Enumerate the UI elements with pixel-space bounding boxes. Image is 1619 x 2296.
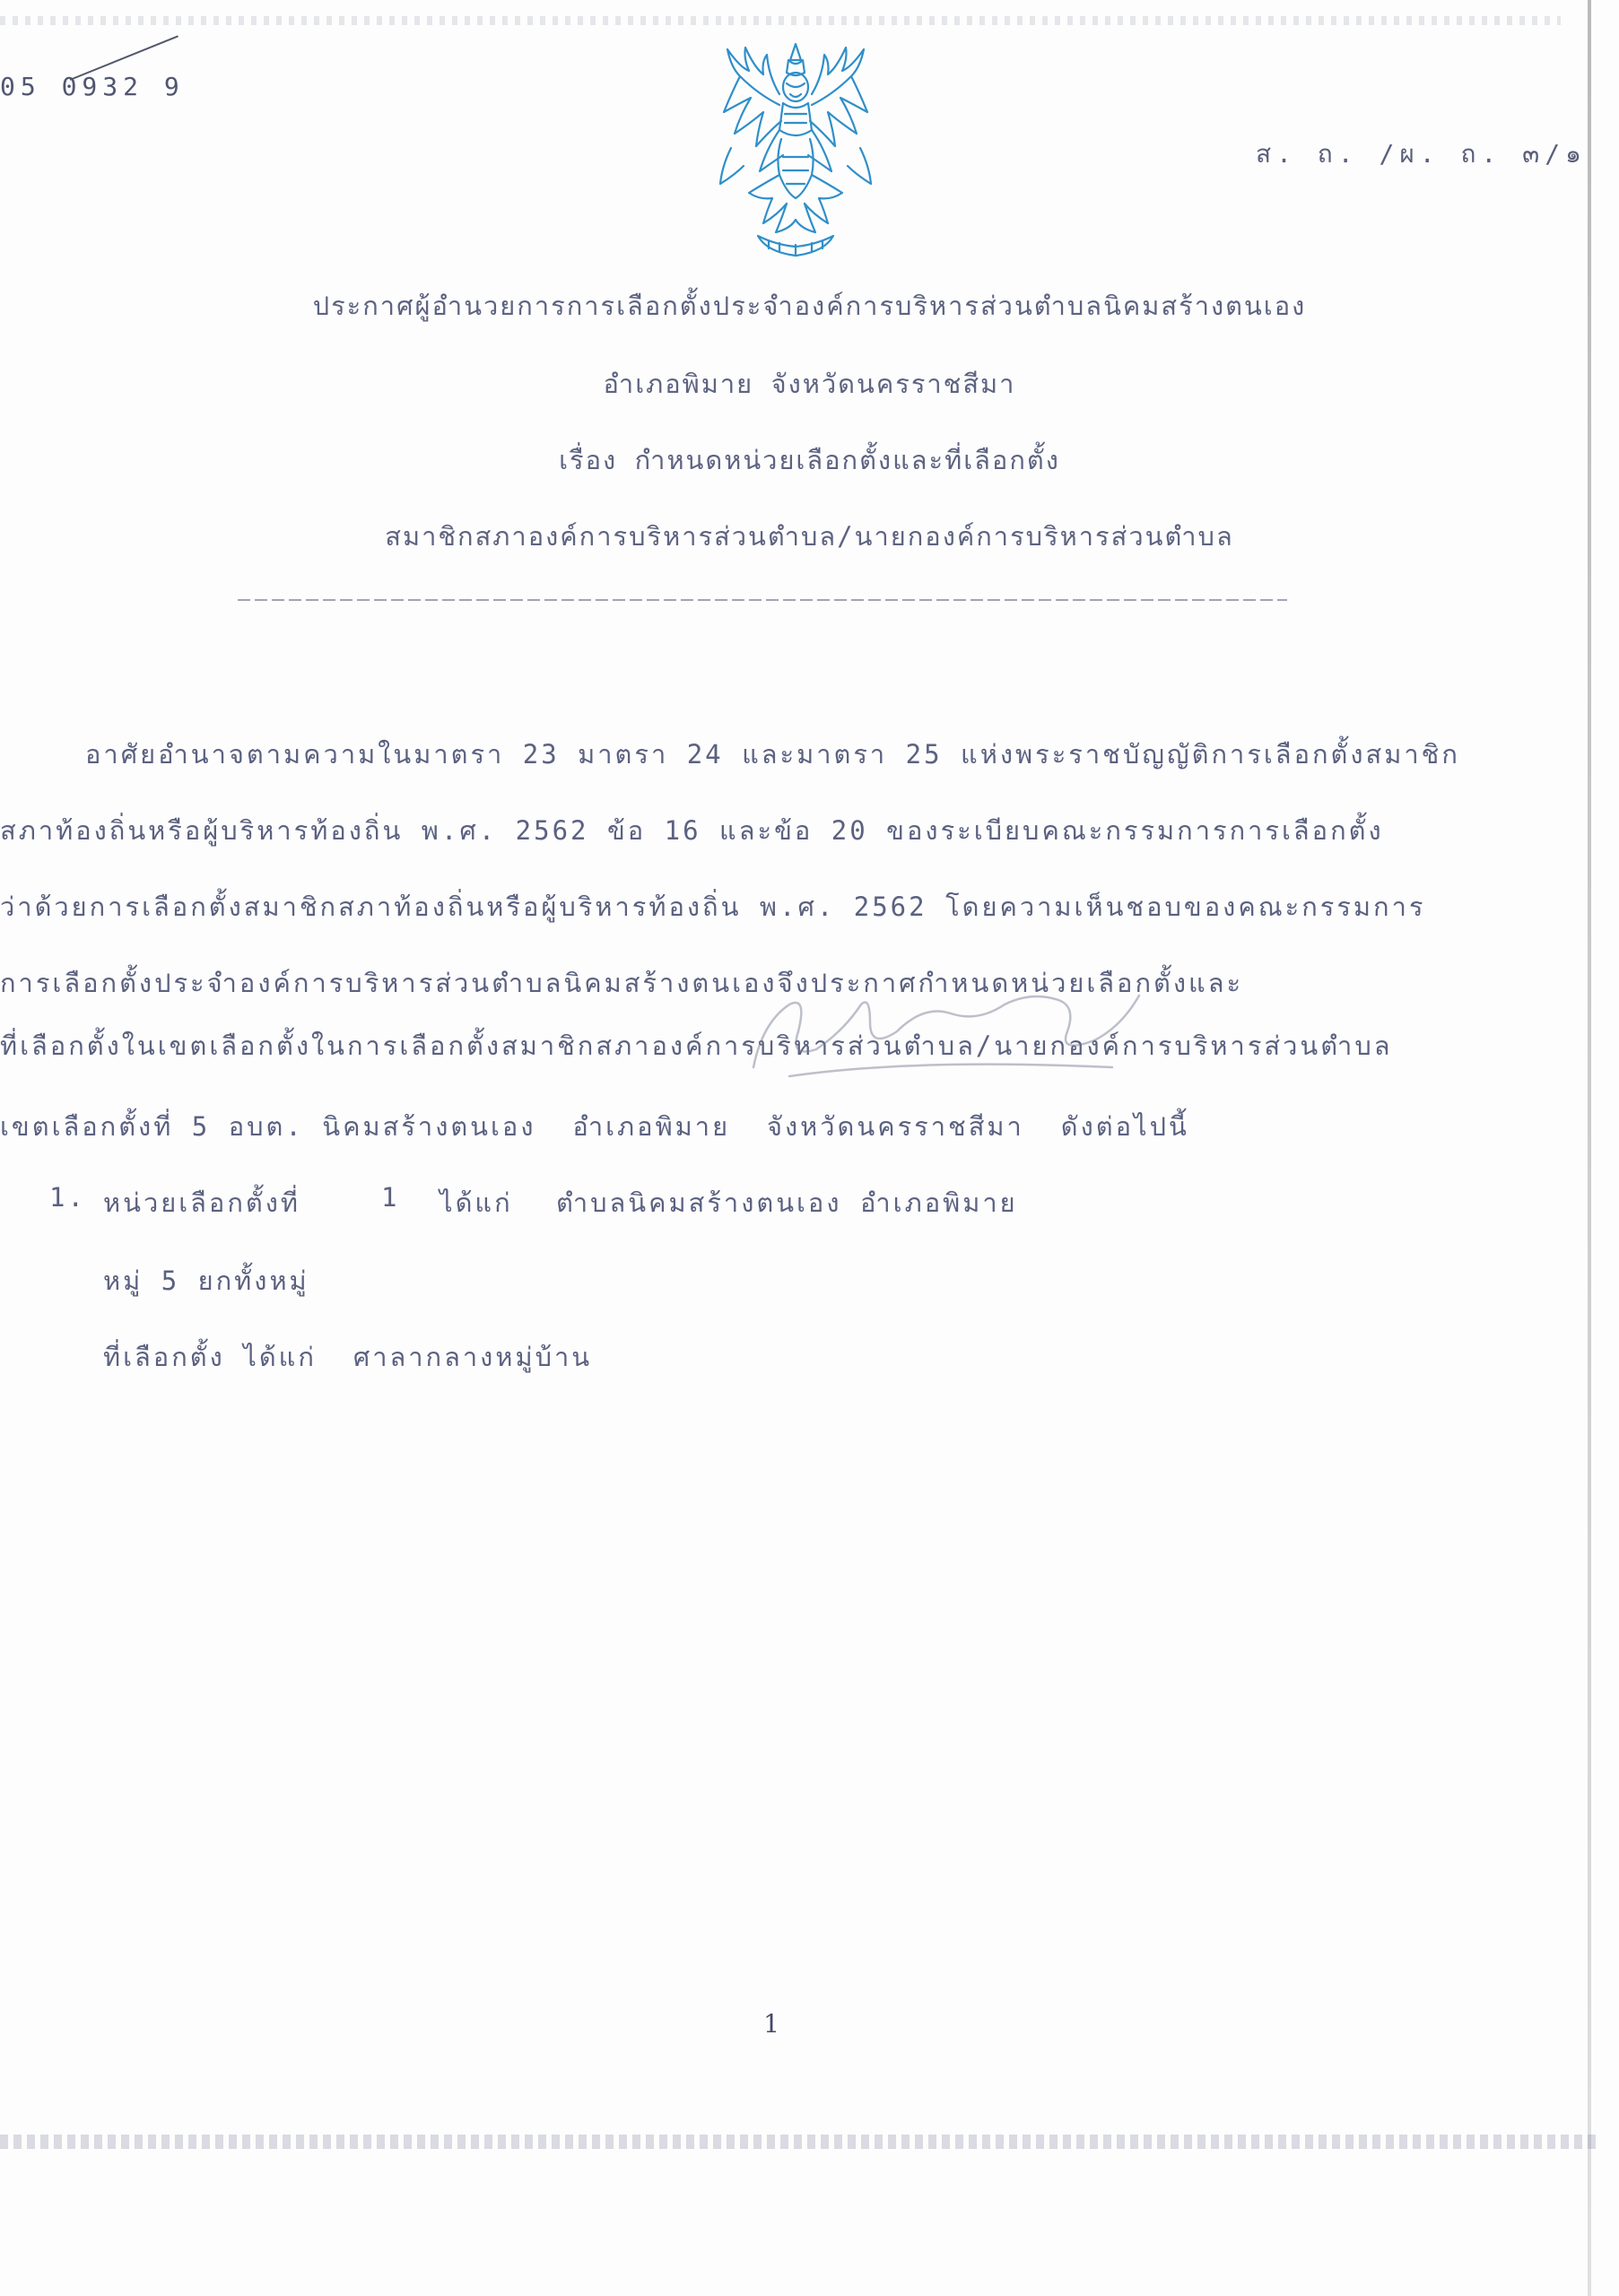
polling-unit-label: หน่วยเลือกตั้งที่ bbox=[103, 1187, 300, 1218]
polling-unit-area: ตำบลนิคมสร้างตนเอง อำเภอพิมาย bbox=[556, 1187, 1018, 1218]
title-line-3: เรื่อง กำหนดหน่วยเลือกตั้งและที่เลือกตั้ง bbox=[559, 445, 1060, 475]
polling-unit-got-label: ได้แก่ bbox=[440, 1187, 513, 1218]
polling-unit-number: 1 bbox=[381, 1182, 400, 1213]
item-number: 1. bbox=[49, 1182, 86, 1213]
title-line-1: ประกาศผู้อำนวยการการเลือกตั้งประจำองค์การบริหารส่วนตำบลนิคมสร้างตนเอง bbox=[312, 291, 1307, 321]
reference-number bbox=[0, 72, 185, 101]
scan-artifact-top bbox=[0, 16, 1561, 25]
body-paragraph-line-2: สภาท้องถิ่นหรือผู้บริหารท้องถิ่น พ.ศ. 2562 ข้อ 16 และข้อ 20 ของระเบียบคณะกรรมการการเลือกตั้ง bbox=[0, 815, 1384, 846]
page-number: 1 bbox=[763, 2009, 779, 2039]
signature-mark bbox=[736, 969, 1184, 1094]
polling-place: ที่เลือกตั้ง ได้แก่ ศาลากลางหมู่บ้าน bbox=[103, 1342, 593, 1372]
body-paragraph-line-4: การเลือกตั้งประจำองค์การบริหารส่วนตำบลนิคมสร้างตนเองจึงประกาศกำหนดหน่วยเลือกตั้งและ bbox=[0, 968, 1244, 998]
garuda-emblem-icon bbox=[704, 40, 888, 260]
title-divider bbox=[238, 599, 1287, 601]
body-paragraph-line-1: อาศัยอำนาจตามความในมาตรา 23 มาตรา 24 และมาตรา 25 แห่งพระราชบัญญัติการเลือกตั้งสมาชิก bbox=[85, 739, 1460, 770]
document-code: ส. ถ. /ผ. ถ. ๓/๑ bbox=[1256, 139, 1587, 169]
polling-unit-village: หมู่ 5 ยกทั้งหมู่ bbox=[103, 1265, 309, 1296]
reference-number-text: 05 0932 9 bbox=[0, 72, 185, 101]
title-line-2: อำเภอพิมาย จังหวัดนครราชสีมา bbox=[603, 369, 1016, 399]
body-paragraph-line-5: ที่เลือกตั้งในเขตเลือกตั้งในการเลือกตั้งสมาชิกสภาองค์การบริหารส่วนตำบล/นายกองค์การบริหารส่วนตำบล bbox=[0, 1031, 1393, 1061]
title-line-4: สมาชิกสภาองค์การบริหารส่วนตำบล/นายกองค์การบริหารส่วนตำบล bbox=[385, 521, 1234, 552]
scan-artifact-bottom bbox=[0, 2135, 1597, 2149]
scan-artifact-right bbox=[1588, 0, 1591, 2296]
body-paragraph-line-6: เขตเลือกตั้งที่ 5 อบต. นิคมสร้างตนเอง อำเภอพิมาย จังหวัดนครราชสีมา ดังต่อไปนี้ bbox=[0, 1111, 1189, 1142]
body-paragraph-line-3: ว่าด้วยการเลือกตั้งสมาชิกสภาท้องถิ่นหรือผู้บริหารท้องถิ่น พ.ศ. 2562 โดยความเห็นชอบของคณะกรรมการ bbox=[0, 891, 1426, 922]
